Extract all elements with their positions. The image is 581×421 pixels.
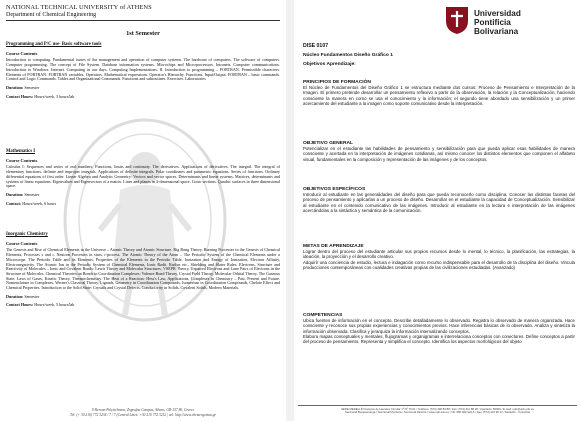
section-text: Lograr dentro del proceso del estudiante articular sus propios recursos desde lo mental, lo técnico, la planificación, las estrategias, la ideación, la proyección y el desarrollo creativo. Adquirir una conciencia de estudio, lectura e indagación como recurso indispensable para el desarrollo de la disciplina del diseño. Vincula producciones contemporáneas con cualidades creativas propias de las civilizaciones estudiadas. (Avanzado) — [303, 249, 575, 270]
section-heading: OBJETIVOS ESPECÍFICOS — [303, 187, 366, 192]
hours-value: Hours/week, 6 hours — [22, 200, 57, 206]
section-principios — [303, 80, 575, 106]
logo-line-3: Bolivariana — [474, 27, 519, 36]
course-hours — [6, 95, 280, 100]
hours-label: Contact: — [6, 200, 22, 206]
course-inorganic-chemistry — [6, 233, 280, 312]
course-contents-text: The Genesis and Rise of Chemical Elements in the Universe – Atomic Theory and Atomic Structure. Big Bang Theory, Burning Processes in the Genesis of Chemical Elements, Processes s and r, Neutron Processes in stars, r-process. The Atomic Theory of the Atom – The Periodic System of the Chemical Elements under a Microscope. The Periodic Table and its Elements, Properties of the Elements in the Periodic Table, Ionization and Energy of Ionization, Electron Affinity, Electronegativity. The Atomic Ion in the Periodic System of Chemical Elements, Ionic Radii. Radius etc., Shielding and Slater Rules. Electrons, Structure and Reactivity of Molecules – Ionic and Covalent Bonds: Lewis Theory and Molecular Structures, VSEPR Theory, Unpaired Electrons and Lone Pairs of Electrons in the Structure of Molecules. Chemical Theories on Bonds in Coordination Complexes: Valence Bond Theory, Crystal Field Theory, Molecular Orbital Theory. The Gaseous State: Laws of Gases, Kinetic Theory, Thermochemistry. The Heat of a Reaction: Hess's Law, Applications, Complexes in Chemistry – Past, Present and Future. Nomenclature in Complexes, Werner's Classical Theory, Ligands, Geometry in Coordination Compounds, Isomerism in Coordination Compounds, Chelate Effect and Chemical Properties. Introduction to the Solid State: Crystals and Crystal Defects, Conductivity in Solids, Covalent Solids, Modern Materials. — [6, 247, 280, 291]
header-divider — [6, 20, 280, 21]
course-duration — [6, 193, 280, 198]
section-text: Introducir al estudiante en las generalidades del diseño para que pueda reconocerlo como disciplina. Conocer las distintas facetas del proceso de pensamiento y aplicarlas a un proceso de diseño. Desarrollar en el estudiante la capacidad de Conceptualización. Sensibilizar al estudiante en el contenido comunicativo de las imágenes. Introducir al estudiante en la lectura e interpretación de las imágenes acercándolas a la sintáctica y semántica de la comunicación. — [303, 192, 575, 213]
hours-label: Contact Hours: — [6, 302, 34, 308]
course-title: Mathematics I — [6, 149, 36, 154]
upb-logo-text — [474, 9, 521, 36]
duration-value: Semester — [24, 293, 40, 299]
course-contents-text: Calculus I: Sequences and series of real numbers. Functions, limits and continuity. The derivatives. Applications of derivatives. The integral. The integral of elementary functions, definite and improper integrals. Applications of definite integrals. Polar coordinates and parametric equations. Series of functions. Ordinary differential equations of first order. Linear Algebra and Analytic Geometry: Vectors and vector spaces. Determinants and linear systems. Matrices, determinants and systems of linear equations. Eigenvalues and Eigenvectors of a matrix. Lines and planes in 3-dimensional space. Conic sections. Quadric surfaces in three dimensional space. — [6, 164, 280, 189]
duration-label: Duration: — [6, 293, 24, 299]
duration-value: Semester — [24, 191, 40, 197]
course-hours — [6, 303, 280, 308]
hours-value: Hours/week, 3 hours/lab — [34, 93, 75, 99]
section-heading: PRINCIPIOS DE FORMACIÓN — [303, 80, 371, 85]
course-contents-label: Course Contents — [6, 240, 38, 246]
course-duration — [6, 86, 280, 91]
right-page-footer: SEDE MEDELLÍN Campus de Laureles Circular 1ª Nº 70-01 / Teléfono: (574) 448 83 88 / Fax: (574) 411 88 28 / Apartado: 56006 / E-mail: upb@upb.edu.co Seccional Bucaramanga / Seccional Montería / Seccional Palmira / www.upb.edu.co / Nit: 890.902.922-6 / Fax: (574) 415 90 12 / Medellín - Colombia — [298, 405, 577, 415]
section-objetivo-general — [303, 141, 575, 162]
section-objetivos-especificos — [303, 187, 575, 213]
course-title: Inorganic Chemistry — [6, 232, 48, 237]
upb-logo — [444, 5, 574, 37]
course-contents-label: Course Contents — [6, 50, 38, 56]
section-text: El Núcleo de Fundamentos del Diseño Gráfico 1 se estructura mediante dos cursos: Proceso de Pensamiento e Interpretación de la Imagen. El primero pretende desarrollar un pensamiento reflexivo a partir de la observación, la relación y la Conceptualización, haciendo consciente la manera en como se usa el conocimiento y la información; el segundo tiene abordado una sensibilización y un primer acercamiento del estudiante a la imagen como soporte comunicativo desde la interpretación. — [303, 85, 575, 106]
course-contents-text: Introduction to computing. Fundamental issues of the management and operation of computer systems. The hardware of computers. The software of computers. Computer programming. The concept of File System. Database information systems. Microchips and Microprocessors. Intranets. Computer communications. Introduction to Windows. Internet. Computing in our days. Computing Implementations. II. Introduction to programming – FORTRAN. Permissible characters. Elements of FORTRAN. FORTRAN variables. Operators. Mathematical expressions. Operator's Hierarchy. Functions. Input/Output. FORTRAN – basic commands. Control and Logic Commands. Tables and Organizational Commands. Functions and subroutines. Exercises. Laboratories — [6, 57, 280, 82]
course-title: Programming and P/C use- Basic software tools — [6, 42, 102, 47]
department-name: Department of Chemical Engineering — [6, 12, 97, 18]
page-gutter — [286, 0, 294, 421]
course-header — [303, 44, 575, 68]
semester-heading: 1st Semester — [126, 30, 160, 37]
left-page-footer: 9 Heroon Polytechniou, Zografou Campus, Athens, GR-157 80, Greece Tel: (+ 30 210) 772 3234 / 7 / 7 (Central Lines: +30 210 772 3212 | url: http://www.chemeng.ntua.gr — [70, 408, 216, 417]
section-text: Ubica fuentes de información en el concepto. Describe detalladamente lo observado. Registra lo observado de manera organizada. Hace consciente y reconoce sus propias experiencias y conocimientos previos. Hace inferencias básicas de lo observado. Analiza y sintetiza la información observada. Clasifica y jerarquiza la información internalizando conceptos. Elabora mapas conceptuales y mentales, flujogramas y organigramas e interrelaciona conceptos con conectores. Define conceptos a partir del proceso de pensamiento. Representa y simplifica el concepto. Identifica los aspectos morfológicos del objeto — [303, 318, 575, 345]
left-document-page — [0, 0, 286, 421]
section-heading: COMPETENCIAS — [303, 313, 343, 318]
course-programming — [6, 43, 280, 103]
duration-value: Semester — [24, 84, 40, 90]
right-document-page — [294, 0, 581, 421]
section-competencias — [303, 313, 575, 344]
course-code: DISE 0107 — [303, 43, 329, 49]
course-contents-label: Course Contents — [6, 157, 38, 163]
section-heading: METAS DE APRENDIZAJE — [303, 244, 364, 249]
duration-label: Duration: — [6, 191, 24, 197]
section-heading: OBJETIVO GENERAL — [303, 141, 354, 146]
upb-crest-icon — [444, 5, 470, 35]
section-metas — [303, 244, 575, 270]
hours-label: Contact Hours: — [6, 93, 34, 99]
course-duration — [6, 295, 280, 300]
university-name: NATIONAL TECHNICAL UNIVERSITY of ATHENS — [6, 4, 152, 11]
hours-value: Hours/week, 5 hours/lab — [34, 302, 75, 308]
course-hours — [6, 202, 280, 207]
objectives-label: Objetivos Aprendizaje: — [303, 62, 356, 68]
logo-line-2: Pontificia — [474, 18, 511, 27]
course-name: Núcleo Fundamentos Diseño Gráfico 1 — [303, 53, 393, 59]
section-text: Potencializar en el estudiante las habilidades de pensamiento y sensibilización para que pueda aplicar esas habilidades de manera consciente y acertada en la interpretación de imágenes cotidianas, así mismo conocer los distintos elementos que componen el alfabeto visual, fundamentales en la composición y representación de las imágenes y de los conceptos. — [303, 146, 575, 162]
course-mathematics — [6, 150, 280, 210]
duration-label: Duration: — [6, 84, 24, 90]
logo-line-1: Universidad — [474, 9, 521, 18]
